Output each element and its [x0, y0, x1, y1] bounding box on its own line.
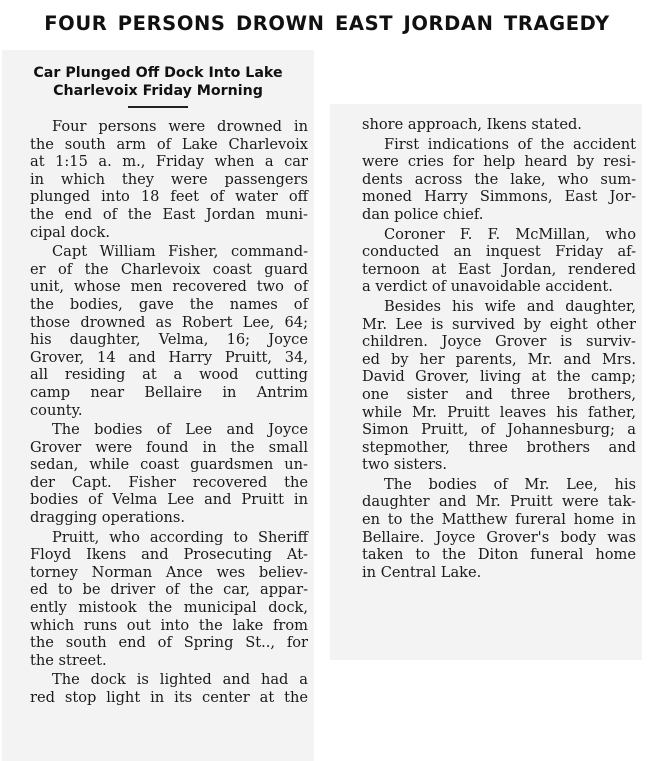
- text-line: while Mr. Pruitt leaves his father,: [362, 403, 636, 421]
- text-line: torney Norman Ance wes believ-: [30, 563, 308, 581]
- text-line: The bodies of Lee and Joyce: [52, 421, 308, 439]
- text-line: moned Harry Simmons, East Jor-: [362, 188, 636, 206]
- right-column: [330, 104, 642, 660]
- text-line: those drowned as Robert Lee, 64;: [30, 313, 308, 331]
- subhead-line-2: Charlevoix Friday Morning: [53, 83, 263, 99]
- text-line: in Central Lake.: [362, 563, 482, 581]
- text-line: Mr. Lee is survived by eight other: [362, 315, 636, 333]
- text-line: conducted an inquest Friday af-: [362, 243, 636, 261]
- paragraph: [8, 243, 308, 419]
- text-line: Pruitt, who according to Sheriff: [52, 528, 308, 546]
- text-line: Four persons were drowned in: [52, 118, 308, 135]
- text-line: his daughter, Velma, 16; Joyce: [30, 331, 308, 349]
- text-line: plunged into 18 feet of water off: [30, 188, 308, 206]
- text-line: county.: [30, 401, 83, 419]
- text-line: der Capt. Fisher recovered the: [30, 473, 308, 491]
- text-line: ently mistook the municipal dock,: [30, 599, 308, 617]
- text-line: dents across the lake, who sum-: [362, 170, 636, 188]
- text-line: ed to be driver of the car, appar-: [30, 581, 308, 599]
- paragraph: [340, 116, 636, 134]
- text-line: the bodies, gave the names of: [30, 295, 308, 313]
- text-line: the end of the East Jordan muni-: [30, 205, 308, 223]
- text-line: two sisters.: [362, 456, 448, 474]
- text-line: a verdict of unavoidable accident.: [362, 278, 613, 296]
- text-line: Simon Pruitt, of Johannesburg; a: [362, 421, 636, 439]
- text-line: shore approach, Ikens stated.: [362, 116, 582, 133]
- text-line: Floyd Ikens and Prosecuting At-: [30, 546, 308, 564]
- text-line: children. Joyce Grover is surviv-: [362, 333, 636, 351]
- text-line: daughter and Mr. Pruitt were tak-: [362, 493, 636, 511]
- text-line: en to the Matthew fureral home in: [362, 511, 636, 529]
- text-line: Coroner F. F. McMillan, who: [384, 225, 636, 243]
- paragraph: [340, 476, 636, 582]
- subhead-rule: [128, 106, 188, 108]
- headline: FOUR PERSONS DROWN EAST JORDAN TRAGEDY: [44, 12, 610, 35]
- text-line: at 1:15 a. m., Friday when a car: [30, 153, 308, 171]
- text-line: one sister and three brothers,: [362, 385, 636, 403]
- subhead-line-1: Car Plunged Off Dock Into Lake: [33, 65, 283, 81]
- text-line: the street.: [30, 651, 107, 669]
- paragraph: [8, 529, 308, 670]
- text-line: Capt William Fisher, command-: [52, 243, 308, 261]
- text-line: cipal dock.: [30, 223, 110, 241]
- text-line: The bodies of Mr. Lee, his: [384, 475, 636, 493]
- text-line: David Grover, living at the camp;: [362, 368, 636, 386]
- paragraph: [8, 671, 308, 706]
- text-line: bodies of Velma Lee and Pruitt in: [30, 491, 308, 509]
- text-line: ed by her parents, Mr. and Mrs.: [362, 350, 636, 368]
- text-line: the south end of Spring St.., for: [30, 634, 308, 652]
- text-line: in which they were passengers: [30, 170, 308, 188]
- text-line: ternoon at East Jordan, rendered: [362, 260, 636, 278]
- text-line: camp near Bellaire in Antrim: [30, 383, 308, 401]
- paragraph: [8, 118, 308, 241]
- paragraph: [340, 136, 636, 224]
- paragraph: [8, 421, 308, 527]
- paragraph: [340, 298, 636, 474]
- subheadline: [8, 64, 308, 100]
- text-line: Bellaire. Joyce Grover's body was: [362, 528, 636, 546]
- text-line: which runs out into the lake from: [30, 616, 308, 634]
- left-column-body: [8, 118, 308, 707]
- text-line: were cries for help heard by resi-: [362, 153, 636, 171]
- text-line: First indications of the accident: [384, 135, 636, 153]
- left-column: [2, 50, 314, 761]
- text-line: Besides his wife and daughter,: [384, 297, 636, 315]
- paragraph: [340, 226, 636, 296]
- text-line: The dock is lighted and had a: [52, 671, 308, 689]
- text-line: the south arm of Lake Charlevoix: [30, 135, 308, 153]
- text-line: er of the Charlevoix coast guard: [30, 260, 308, 278]
- text-line: dan police chief.: [362, 205, 484, 223]
- text-line: Grover, 14 and Harry Pruitt, 34,: [30, 348, 308, 366]
- text-line: red stop light in its center at the: [30, 689, 308, 706]
- text-line: dragging operations.: [30, 509, 186, 527]
- text-line: taken to the Diton funeral home: [362, 546, 636, 564]
- text-line: unit, whose men recovered two of: [30, 278, 308, 296]
- text-line: Grover were found in the small: [30, 438, 308, 456]
- text-line: stepmother, three brothers and: [362, 438, 636, 456]
- right-column-body: [340, 116, 636, 581]
- text-line: sedan, while coast guardsmen un-: [30, 456, 308, 474]
- text-line: all residing at a wood cutting: [30, 366, 308, 384]
